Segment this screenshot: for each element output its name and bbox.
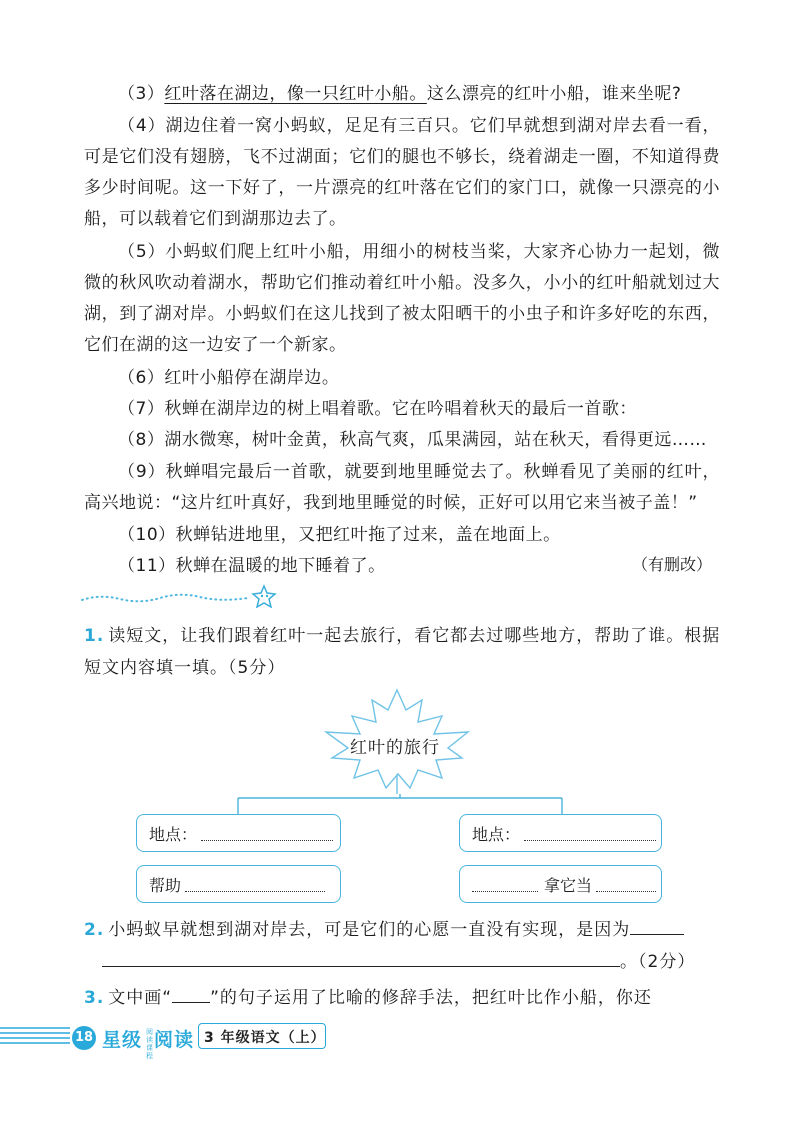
left-help-blank[interactable]	[185, 877, 325, 892]
paragraph-text: （5）小蚂蚁们爬上红叶小船，用细小的树枝当桨，大家齐心协力一起划，微微的秋风吹动着湖水，帮助它们推动着红叶小船。没多久，小小的红叶船就划过大湖，到了湖对岸。小蚂蚁们在这儿找到了被太阳晒干的小虫子和许多好吃的东西，它们在湖的这一边安了一个新家。	[84, 242, 720, 355]
right-use-blank[interactable]	[472, 877, 538, 892]
right-place-box	[459, 814, 662, 852]
grade-label: 3 年级语文（上）	[204, 1030, 326, 1046]
right-place-blank[interactable]	[524, 826, 656, 841]
paragraph-6	[84, 363, 720, 394]
star-icon	[253, 586, 275, 607]
paragraph-9	[84, 457, 720, 519]
question-text: 小蚂蚁早就想到湖对岸去，可是它们的心愿一直没有实现，是因为	[108, 920, 631, 940]
right-place-label: 地点：	[472, 824, 521, 844]
paragraph-text: （4）湖边住着一窝小蚂蚁，足足有三百只。它们早就想到湖对岸去看一看，可是它们没有翅膀，飞不过湖面；它们的腿也不够长，绕着湖走一圈，不知道得费多少时间呢。这一下好了，一片漂亮的红叶落在它们的家门口，就像一只漂亮的小船，可以载着它们到湖那边去了。	[84, 116, 720, 229]
paragraph-text: （6）红叶小船停在湖岸边。	[118, 368, 340, 388]
underlined-sentence: 红叶落在湖边，像一只红叶小船。	[164, 84, 427, 104]
question-1	[84, 620, 724, 684]
right-use-box	[459, 865, 662, 903]
question-text: 文中画“	[108, 988, 173, 1008]
question-3	[84, 982, 724, 1014]
paragraph-text: 这么漂亮的红叶小船，谁来坐呢?	[426, 84, 682, 104]
question-2	[84, 914, 724, 946]
answer-blank[interactable]	[630, 916, 684, 935]
brand-small-text: 阅读课程	[146, 1028, 153, 1060]
question-2-line2	[84, 946, 724, 978]
paragraph-text: （10）秋蝉钻进地里，又把红叶拖了过来，盖在地面上。	[118, 525, 561, 545]
page-number: 18	[72, 1026, 96, 1050]
paragraph-11	[84, 551, 584, 582]
left-place-label: 地点：	[149, 824, 198, 844]
source-note: （有删改）	[631, 555, 712, 574]
paragraph-text: （8）湖水微寒，树叶金黄，秋高气爽，瓜果满园，站在秋天，看得更远……	[118, 430, 707, 450]
question-number: 1.	[84, 626, 105, 646]
answer-blank[interactable]	[102, 948, 620, 967]
left-help-label: 帮助	[149, 875, 182, 895]
brand-text: 星级	[102, 1029, 143, 1051]
brand-text-tail: 阅读	[154, 1029, 195, 1051]
left-place-box	[136, 814, 341, 852]
underline-sample	[172, 984, 210, 1003]
paragraph-text: （7）秋蝉在湖岸边的树上唱着歌。它在吟唱着秋天的最后一首歌：	[118, 399, 637, 419]
left-place-blank[interactable]	[201, 826, 333, 841]
page-footer	[0, 1018, 800, 1058]
question-text: 读短文，让我们跟着红叶一起去旅行，看它都去过哪些地方，帮助了谁。根据短文内容填一填。（5分）	[84, 626, 721, 678]
right-use-label: 拿它当	[544, 875, 593, 895]
paragraph-10	[84, 520, 720, 551]
question-score: 。（2分）	[620, 952, 696, 972]
paragraph-text: （11）秋蝉在温暖的地下睡着了。	[118, 556, 386, 576]
diagram-title: 红叶的旅行	[350, 738, 440, 758]
left-help-box	[136, 865, 341, 903]
paragraph-number: （3）	[118, 84, 165, 104]
paragraph-3	[84, 79, 720, 110]
question-number: 2.	[84, 920, 105, 940]
paragraph-8	[84, 425, 720, 456]
paragraph-text: （9）秋蝉唱完最后一首歌，就要到地里睡觉去了。秋蝉看见了美丽的红叶，高兴地说：“这片红叶真好，我到地里睡觉的时候，正好可以用它来当被子盖！”	[84, 462, 720, 513]
paragraph-7	[84, 394, 720, 425]
paragraph-4	[84, 111, 720, 235]
section-divider	[80, 584, 280, 608]
question-text: ”的句子运用了比喻的修辞手法，把红叶比作小船，你还	[210, 988, 652, 1008]
paragraph-5	[84, 237, 720, 361]
question-number: 3.	[84, 988, 105, 1008]
right-use-blank-2[interactable]	[596, 877, 656, 892]
